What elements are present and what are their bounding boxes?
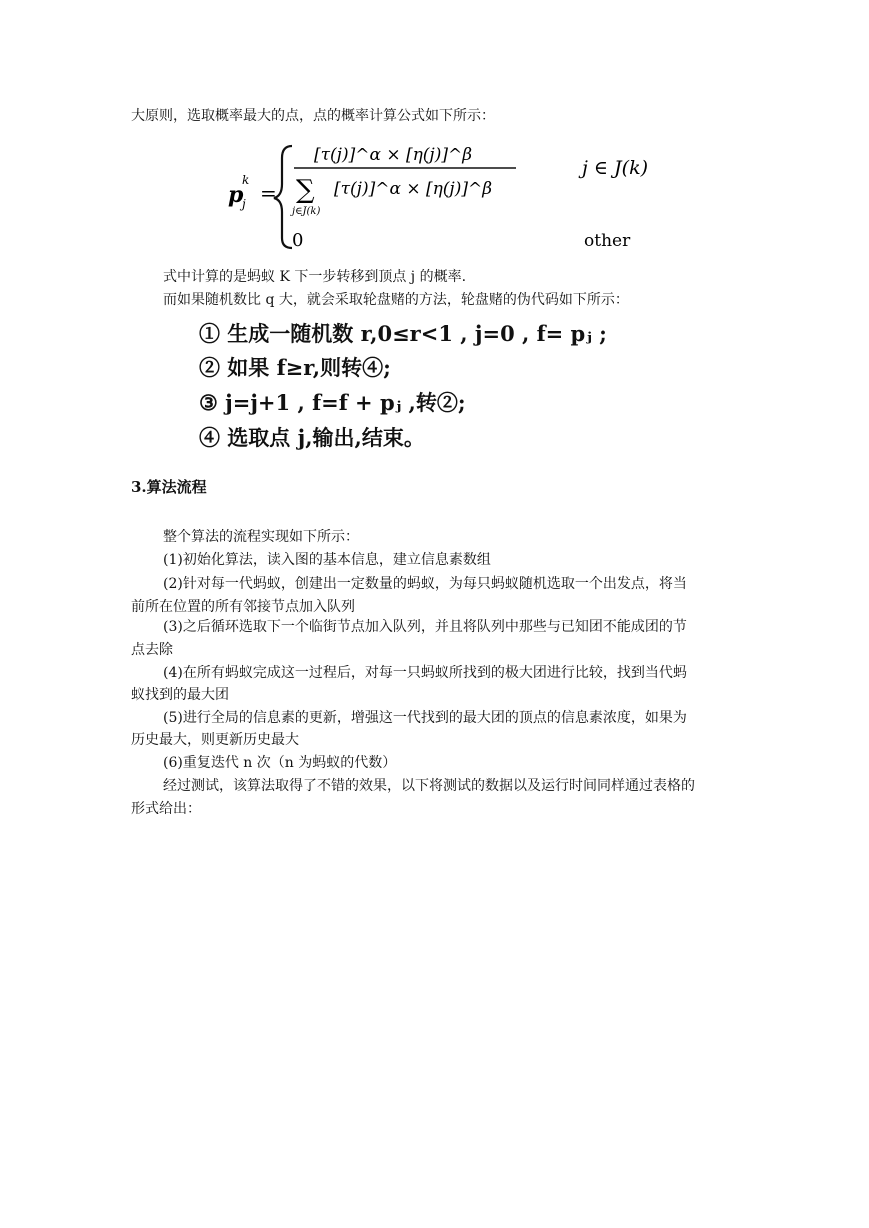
roulette-intro: 而如果随机数比 q 大，就会采取轮盘赌的方法，轮盘赌的伪代码如下所示： xyxy=(163,292,629,308)
explain-line: 式中计算的是蚂蚁 K 下一步转移到顶点 j 的概率. xyxy=(163,269,467,285)
flow-line: (5)进行全局的信息素的更新，增强这一代找到的最大团的顶点的信息素浓度，如果为 xyxy=(163,710,687,726)
pseudo-step-3: ③ j=j+1 , f=f + pⱼ ,转②; xyxy=(199,390,466,415)
flow-line: (3)之后循环选取下一个临街节点加入队列，并且将队列中那些与已知团不能成团的节 xyxy=(163,619,687,635)
formula-denominator: [τ(j)]^α × [η(j)]^β xyxy=(334,179,493,199)
formula-lhs-base: p xyxy=(228,182,244,208)
intro-line: 大原则，选取概率最大的点，点的概率计算公式如下所示： xyxy=(131,108,495,124)
pseudo-step-1: ① 生成一随机数 r,0≤r<1 , j=0 , f= pⱼ ; xyxy=(199,321,607,346)
flow-line: 整个算法的流程实现如下所示： xyxy=(163,529,359,545)
formula-cond2: other xyxy=(584,231,631,251)
flow-line: 历史最大，则更新历史最大 xyxy=(131,732,299,748)
formula-lhs-sup: k xyxy=(242,173,250,187)
flow-line: (6)重复迭代 n 次（n 为蚂蚁的代数） xyxy=(163,755,397,771)
pseudo-step-2: ② 如果 f≥r,则转④; xyxy=(199,355,391,380)
formula-cond1: j ∈ J(k) xyxy=(582,157,648,179)
pseudo-step-4: ④ 选取点 j,输出,结束。 xyxy=(199,425,425,450)
flow-line: (1)初始化算法，读入图的基本信息，建立信息素数组 xyxy=(163,552,491,568)
flow-line: 前所在位置的所有邻接节点加入队列 xyxy=(131,599,355,615)
formula-case2-value: 0 xyxy=(292,230,304,251)
formula-brace xyxy=(274,146,292,248)
formula-equals: = xyxy=(260,181,277,205)
flow-line: (4)在所有蚂蚁完成这一过程后，对每一只蚂蚁所找到的极大团进行比较，找到当代蚂 xyxy=(163,665,687,681)
flow-line: 点去除 xyxy=(131,642,173,658)
formula-lhs-sub: j xyxy=(242,197,246,211)
section-title: 3.算法流程 xyxy=(131,478,207,496)
flow-line: 蚁找到的最大团 xyxy=(131,687,229,703)
formula-numerator: [τ(j)]^α × [η(j)]^β xyxy=(314,145,473,165)
flow-line: (2)针对每一代蚂蚁，创建出一定数量的蚂蚁，为每只蚂蚁随机选取一个出发点，将当 xyxy=(163,576,687,592)
formula-sum-sign: ∑ xyxy=(296,175,315,205)
flow-line: 经过测试，该算法取得了不错的效果，以下将测试的数据以及运行时间同样通过表格的 xyxy=(163,778,695,794)
flow-line: 形式给出： xyxy=(131,801,201,817)
probability-formula xyxy=(220,140,680,255)
formula-sum-sub: j∈J(k) xyxy=(292,206,321,217)
